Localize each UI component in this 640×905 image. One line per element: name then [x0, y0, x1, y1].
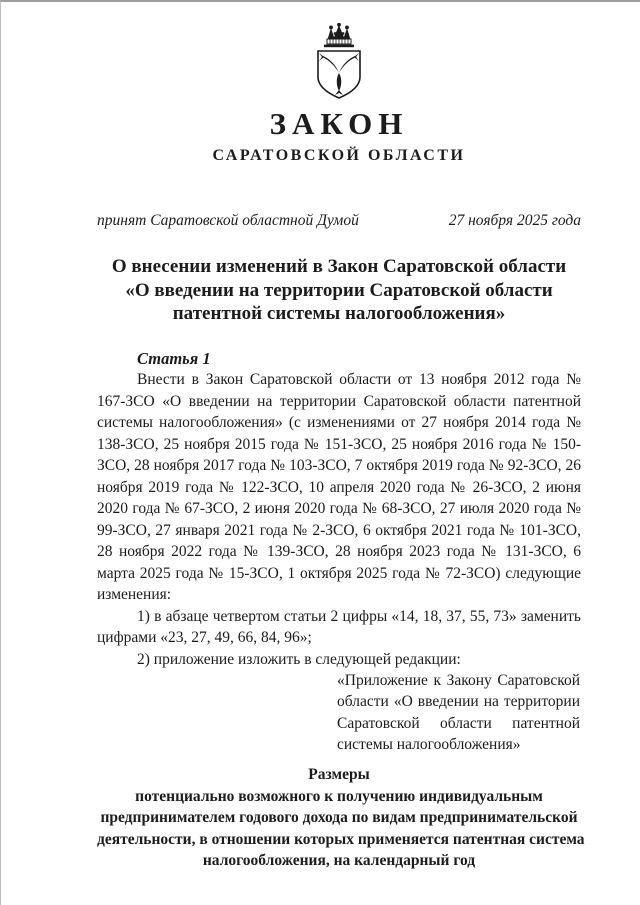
appendix-reference-line: системы налогообложения» — [337, 736, 521, 754]
doc-type-title: ЗАКОН — [269, 106, 409, 141]
appendix-reference-line: Саратовской области патентной — [337, 714, 580, 732]
page-content — [97, 2, 585, 872]
law-title — [97, 255, 581, 326]
appendix-title-line: деятельности, в отношении которых применяется патентная система — [97, 830, 585, 848]
adoption-line — [97, 211, 581, 231]
law-title-line: О внесении изменений в Закон Саратовской области — [111, 256, 567, 278]
coat-of-arms-icon — [316, 23, 362, 99]
article-heading: Статья 1 — [137, 348, 211, 368]
adoption-authority: принят Саратовской областной Думой — [97, 212, 359, 230]
article-intro-paragraph: Внести в Закон Саратовской области от 13 ноября 2012 года № 167-ЗСО «О введении на территории Саратовской области патентной системы налогообложения» (с изменениями от 27 ноября 2014 года № 138-ЗСО, 25 ноября 2015 года № 151-ЗСО, 25 ноября 2016 года № 150-ЗСО, 28 ноября 2017 года № 103-ЗСО, 7 октября 2019 года № 92-ЗСО, 26 ноября 2019 года № 122-ЗСО, 10 апреля 2020 года № 26-ЗСО, 2 июня 2020 года № 67-ЗСО, 2 июня 2020 года № 68-ЗСО, 27 июля 2020 года № 99-ЗСО, 27 января 2021 года № 2-ЗСО, 6 октября 2021 года № 101-ЗСО, 28 ноября 2022 года № 139-ЗСО, 28 ноября 2023 года № 131-ЗСО, 6 марта 2025 года № 15-ЗСО, 1 октября 2025 года № 72-ЗСО) следующие изменения: — [97, 371, 581, 604]
appendix-reference-line: «Приложение к Закону Саратовской — [337, 672, 580, 690]
adoption-date: 27 ноября 2025 года — [448, 212, 581, 230]
appendix-title-line: налогообложения, на календарный год — [202, 852, 476, 870]
appendix-title — [97, 764, 585, 872]
appendix-reference-line: области «О введении на территории — [337, 693, 580, 711]
region-subtitle: САРАТОВСКОЙ ОБЛАСТИ — [212, 146, 466, 164]
law-title-line: патентной системы налогообложения» — [172, 303, 506, 325]
amendment-item-1: 1) в абзаце четвертом статьи 2 цифры «14, 18, 37, 55, 73» заменить цифрами «23, 27, 49, 66, 84, 96»; — [97, 607, 581, 647]
appendix-title-line: потенциально возможного к получению индивидуальным — [135, 787, 543, 805]
appendix-title-line: Размеры — [308, 766, 370, 784]
crown-icon — [328, 23, 350, 39]
appendix-reference — [337, 670, 580, 755]
law-title-line: «О введении на территории Саратовской области — [125, 279, 553, 301]
appendix-title-line: предпринимателем годового дохода по видам предпринимательской — [100, 809, 578, 827]
amendment-item-2: 2) приложение изложить в следующей редакции: — [137, 650, 461, 668]
